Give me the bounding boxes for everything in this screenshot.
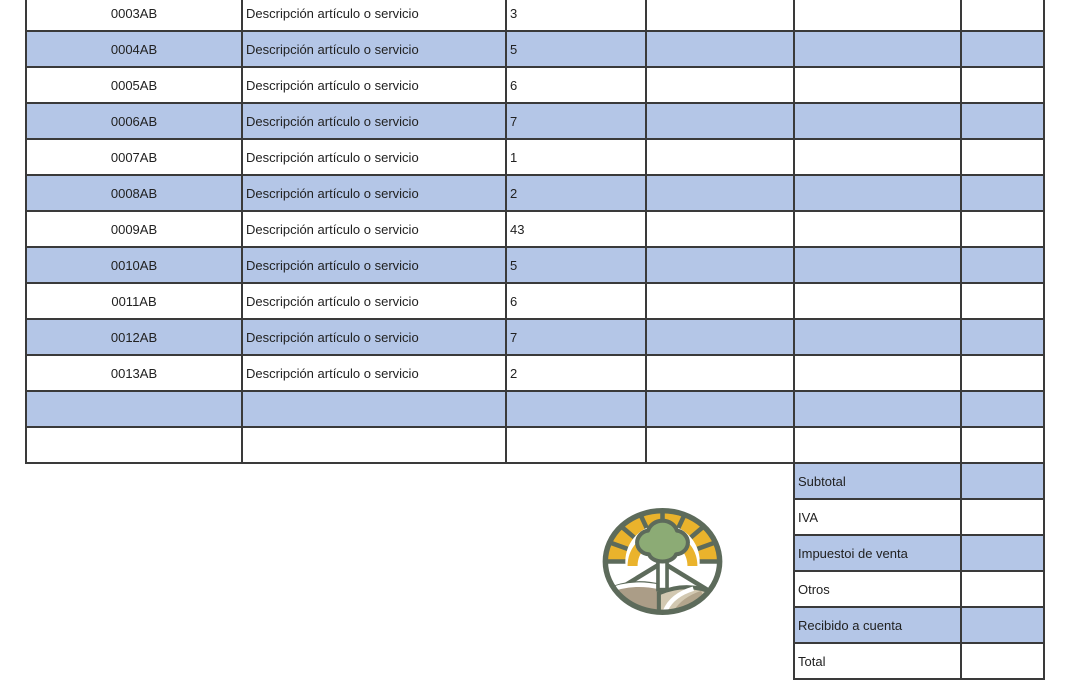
summary-label: Total xyxy=(794,643,961,679)
item-col5-cell[interactable] xyxy=(794,391,961,427)
item-qty-cell[interactable]: 1 xyxy=(506,139,646,175)
item-code-cell[interactable]: 0007AB xyxy=(26,139,242,175)
item-code-cell[interactable]: 0006AB xyxy=(26,103,242,139)
item-col4-cell[interactable] xyxy=(646,0,794,31)
item-col6-cell[interactable] xyxy=(961,247,1044,283)
item-qty-cell[interactable]: 2 xyxy=(506,175,646,211)
summary-row-otros xyxy=(794,571,1044,607)
item-description-cell[interactable]: Descripción artículo o servicio xyxy=(242,139,506,175)
item-col4-cell[interactable] xyxy=(646,319,794,355)
item-description-cell[interactable]: Descripción artículo o servicio xyxy=(242,103,506,139)
item-col4-cell[interactable] xyxy=(646,355,794,391)
item-col6-cell[interactable] xyxy=(961,139,1044,175)
summary-row-iva xyxy=(794,499,1044,535)
item-code-cell[interactable] xyxy=(26,391,242,427)
item-code-cell[interactable]: 0010AB xyxy=(26,247,242,283)
item-row xyxy=(26,103,1044,139)
summary-value-cell[interactable] xyxy=(961,607,1044,643)
line-items-table xyxy=(25,0,1045,464)
summary-value-cell[interactable] xyxy=(961,499,1044,535)
item-description-cell[interactable]: Descripción artículo o servicio xyxy=(242,31,506,67)
item-description-cell[interactable]: Descripción artículo o servicio xyxy=(242,175,506,211)
item-description-cell[interactable]: Descripción artículo o servicio xyxy=(242,211,506,247)
item-description-cell[interactable]: Descripción artículo o servicio xyxy=(242,283,506,319)
item-description-cell[interactable]: Descripción artículo o servicio xyxy=(242,247,506,283)
item-col4-cell[interactable] xyxy=(646,67,794,103)
item-col4-cell[interactable] xyxy=(646,247,794,283)
item-description-cell[interactable]: Descripción artículo o servicio xyxy=(242,67,506,103)
item-col6-cell[interactable] xyxy=(961,211,1044,247)
item-code-cell[interactable]: 0008AB xyxy=(26,175,242,211)
item-qty-cell[interactable]: 5 xyxy=(506,31,646,67)
item-col4-cell[interactable] xyxy=(646,283,794,319)
item-col4-cell[interactable] xyxy=(646,31,794,67)
item-qty-cell[interactable]: 5 xyxy=(506,247,646,283)
item-row xyxy=(26,283,1044,319)
item-code-cell[interactable] xyxy=(26,427,242,463)
logo xyxy=(599,502,726,621)
item-col5-cell[interactable] xyxy=(794,211,961,247)
item-col6-cell[interactable] xyxy=(961,175,1044,211)
item-col4-cell[interactable] xyxy=(646,391,794,427)
item-code-cell[interactable]: 0009AB xyxy=(26,211,242,247)
item-row xyxy=(26,175,1044,211)
summary-label: IVA xyxy=(794,499,961,535)
item-col4-cell[interactable] xyxy=(646,175,794,211)
item-col5-cell[interactable] xyxy=(794,247,961,283)
item-qty-cell[interactable] xyxy=(506,391,646,427)
item-qty-cell[interactable]: 7 xyxy=(506,319,646,355)
summary-label: Subtotal xyxy=(794,463,961,499)
item-col6-cell[interactable] xyxy=(961,0,1044,31)
summary-row-recibido xyxy=(794,607,1044,643)
item-col5-cell[interactable] xyxy=(794,103,961,139)
item-qty-cell[interactable] xyxy=(506,427,646,463)
item-col5-cell[interactable] xyxy=(794,139,961,175)
summary-value-cell[interactable] xyxy=(961,463,1044,499)
item-qty-cell[interactable]: 6 xyxy=(506,67,646,103)
item-qty-cell[interactable]: 7 xyxy=(506,103,646,139)
item-description-cell[interactable]: Descripción artículo o servicio xyxy=(242,0,506,31)
item-col4-cell[interactable] xyxy=(646,139,794,175)
item-col5-cell[interactable] xyxy=(794,0,961,31)
summary-label: Otros xyxy=(794,571,961,607)
item-qty-cell[interactable]: 3 xyxy=(506,0,646,31)
summary-label: Recibido a cuenta xyxy=(794,607,961,643)
summary-value-cell[interactable] xyxy=(961,643,1044,679)
item-col6-cell[interactable] xyxy=(961,31,1044,67)
item-col6-cell[interactable] xyxy=(961,283,1044,319)
item-col5-cell[interactable] xyxy=(794,31,961,67)
item-col6-cell[interactable] xyxy=(961,103,1044,139)
item-qty-cell[interactable]: 2 xyxy=(506,355,646,391)
item-row xyxy=(26,139,1044,175)
item-code-cell[interactable]: 0011AB xyxy=(26,283,242,319)
summary-row-subtotal xyxy=(794,463,1044,499)
item-description-cell[interactable] xyxy=(242,427,506,463)
item-code-cell[interactable]: 0013AB xyxy=(26,355,242,391)
summary-row-total xyxy=(794,643,1044,679)
item-col5-cell[interactable] xyxy=(794,175,961,211)
item-col6-cell[interactable] xyxy=(961,391,1044,427)
item-col5-cell[interactable] xyxy=(794,319,961,355)
item-col5-cell[interactable] xyxy=(794,67,961,103)
item-code-cell[interactable]: 0005AB xyxy=(26,67,242,103)
item-row xyxy=(26,247,1044,283)
item-code-cell[interactable]: 0004AB xyxy=(26,31,242,67)
summary-value-cell[interactable] xyxy=(961,571,1044,607)
item-col6-cell[interactable] xyxy=(961,427,1044,463)
item-col5-cell[interactable] xyxy=(794,283,961,319)
item-row xyxy=(26,31,1044,67)
item-col6-cell[interactable] xyxy=(961,319,1044,355)
totals-table xyxy=(793,462,1045,680)
item-qty-cell[interactable]: 43 xyxy=(506,211,646,247)
item-description-cell[interactable]: Descripción artículo o servicio xyxy=(242,355,506,391)
item-description-cell[interactable]: Descripción artículo o servicio xyxy=(242,319,506,355)
item-col5-cell[interactable] xyxy=(794,355,961,391)
summary-row-impuestos xyxy=(794,535,1044,571)
item-col4-cell[interactable] xyxy=(646,427,794,463)
item-row xyxy=(26,0,1044,31)
item-row xyxy=(26,319,1044,355)
item-row xyxy=(26,211,1044,247)
item-code-cell[interactable]: 0012AB xyxy=(26,319,242,355)
item-qty-cell[interactable]: 6 xyxy=(506,283,646,319)
item-row-empty xyxy=(26,391,1044,427)
item-col5-cell[interactable] xyxy=(794,427,961,463)
summary-value-cell[interactable] xyxy=(961,535,1044,571)
item-code-cell[interactable]: 0003AB xyxy=(26,0,242,31)
item-col4-cell[interactable] xyxy=(646,103,794,139)
item-row xyxy=(26,67,1044,103)
item-row-empty xyxy=(26,427,1044,463)
item-col4-cell[interactable] xyxy=(646,211,794,247)
item-description-cell[interactable] xyxy=(242,391,506,427)
item-col6-cell[interactable] xyxy=(961,355,1044,391)
item-row xyxy=(26,355,1044,391)
sun-tree-hills-logo-icon xyxy=(599,502,726,621)
item-col6-cell[interactable] xyxy=(961,67,1044,103)
summary-label: Impuestoi de venta xyxy=(794,535,961,571)
